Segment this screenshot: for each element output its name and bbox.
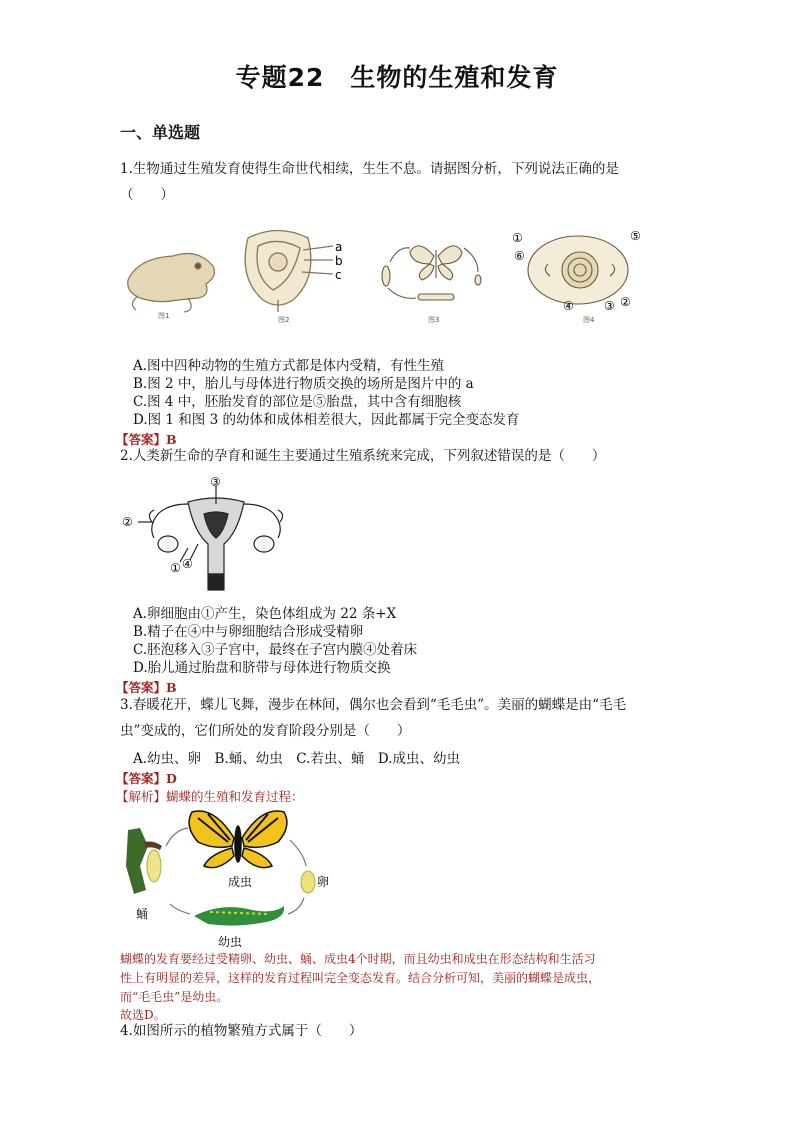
- larva-icon: [194, 906, 284, 926]
- q1-option-a: A.图中四种动物的生殖方式都是体内受精，有性生殖: [133, 358, 445, 374]
- fig4-label-5: ⑤: [630, 229, 641, 243]
- q3-analysis-line2: 性上有明显的差异，这样的发育过程叫完全变态发育。结合分析可知，美丽的蝴蝶是成虫，: [120, 971, 601, 985]
- q3-analysis-line3: 而“毛毛虫”是幼虫。: [120, 990, 229, 1004]
- q2-option-a: A.卵细胞由①产生，染色体组成为 22 条+X: [133, 606, 397, 622]
- fetus-uterus-illustration: [245, 231, 333, 313]
- q4-stem: 4.如图所示的植物繁殖方式属于（ ）: [120, 1023, 363, 1039]
- butterfly-icon: [189, 811, 287, 868]
- q3-options: A.幼虫、卵 B.蛹、幼虫 C.若虫、蛹 D.成虫、幼虫: [133, 751, 461, 767]
- q1-option-b: B.图 2 中，胎儿与母体进行物质交换的场所是图片中的 a: [133, 376, 474, 392]
- butterfly-lifecycle-diagram: [118, 806, 338, 951]
- fig2-label-a: a: [335, 240, 343, 254]
- q3-analysis-line4: 故选D。: [120, 1008, 166, 1022]
- q1-stem-line2: （ ）: [120, 187, 174, 203]
- q3-stem-line1: 3.春暖花开，蝶儿飞舞，漫步在林间，偶尔也会看到“毛毛虫”。美丽的蝴蝶是由“毛毛: [120, 697, 627, 713]
- butterfly-cycle-illustration: [382, 246, 481, 300]
- q2-option-c: C.胚泡移入③子宫中，最终在子宫内膜④处着床: [133, 642, 418, 658]
- q3-stem-line2: 虫”变成的，它们所处的发育阶段分别是（ ）: [120, 723, 411, 739]
- lifecycle-label-egg: 卵: [317, 875, 330, 889]
- fig2-label-c: c: [335, 268, 342, 282]
- frog-illustration: [128, 254, 215, 312]
- fig4-label-2: ②: [620, 295, 631, 309]
- pupa-icon: [126, 828, 162, 894]
- q1-answer: 【答案】B: [116, 432, 177, 447]
- q2-label-4: ④: [182, 557, 193, 571]
- section-heading: 一、单选题: [120, 123, 201, 142]
- fig4-label-4: ④: [563, 299, 574, 313]
- q3-answer: 【答案】D: [116, 771, 177, 786]
- bird-egg-illustration: [528, 236, 628, 304]
- female-reproductive-system-illustration: [138, 486, 283, 590]
- egg-icon: [301, 871, 315, 893]
- fig4-label-3: ③: [604, 299, 615, 313]
- q2-label-1: ①: [170, 561, 181, 575]
- q2-label-2: ②: [122, 515, 133, 529]
- fig4-caption: 图4: [583, 316, 595, 324]
- q2-option-d: D.胎儿通过胎盘和脐带与母体进行物质交换: [133, 660, 391, 676]
- page-title: 专题22 生物的生殖和发育: [235, 63, 559, 92]
- q3-analysis-head: 【解析】蝴蝶的生殖和发育过程：: [116, 789, 304, 804]
- fig2-label-b: b: [335, 254, 343, 268]
- lifecycle-label-pupa: 蛹: [136, 907, 149, 921]
- q2-option-b: B.精子在④中与卵细胞结合形成受精卵: [133, 624, 364, 640]
- fig4-label-1: ①: [512, 231, 523, 245]
- q3-analysis-line1: 蝴蝶的发育要经过受精卵、幼虫、蛹、成虫4个时期，而且幼虫和成虫在形态结构和生活习: [120, 952, 596, 966]
- q1-stem-line1: 1.生物通过生殖发育使得生命世代相续，生生不息。请据图分析，下列说法正确的是: [120, 161, 619, 177]
- q1-option-c: C.图 4 中，胚胎发育的部位是⑤胎盘，其中含有细胞核: [133, 394, 462, 410]
- fig2-caption: 图2: [278, 316, 290, 324]
- fig3-caption: 图3: [428, 316, 440, 324]
- q1-figures: [118, 218, 648, 330]
- q2-answer: 【答案】B: [116, 680, 177, 695]
- lifecycle-label-adult: 成虫: [228, 875, 253, 889]
- q1-option-d: D.图 1 和图 3 的幼体和成体相差很大，因此都属于完全变态发育: [133, 412, 520, 428]
- q2-stem: 2.人类新生命的孕育和诞生主要通过生殖系统来完成，下列叙述错误的是（ ）: [120, 448, 606, 464]
- q2-label-3: ③: [210, 475, 221, 489]
- fig1-caption: 图1: [158, 312, 170, 320]
- q2-figure: [118, 474, 293, 594]
- lifecycle-label-larva: 幼虫: [218, 935, 243, 949]
- fig4-label-6: ⑥: [514, 249, 525, 263]
